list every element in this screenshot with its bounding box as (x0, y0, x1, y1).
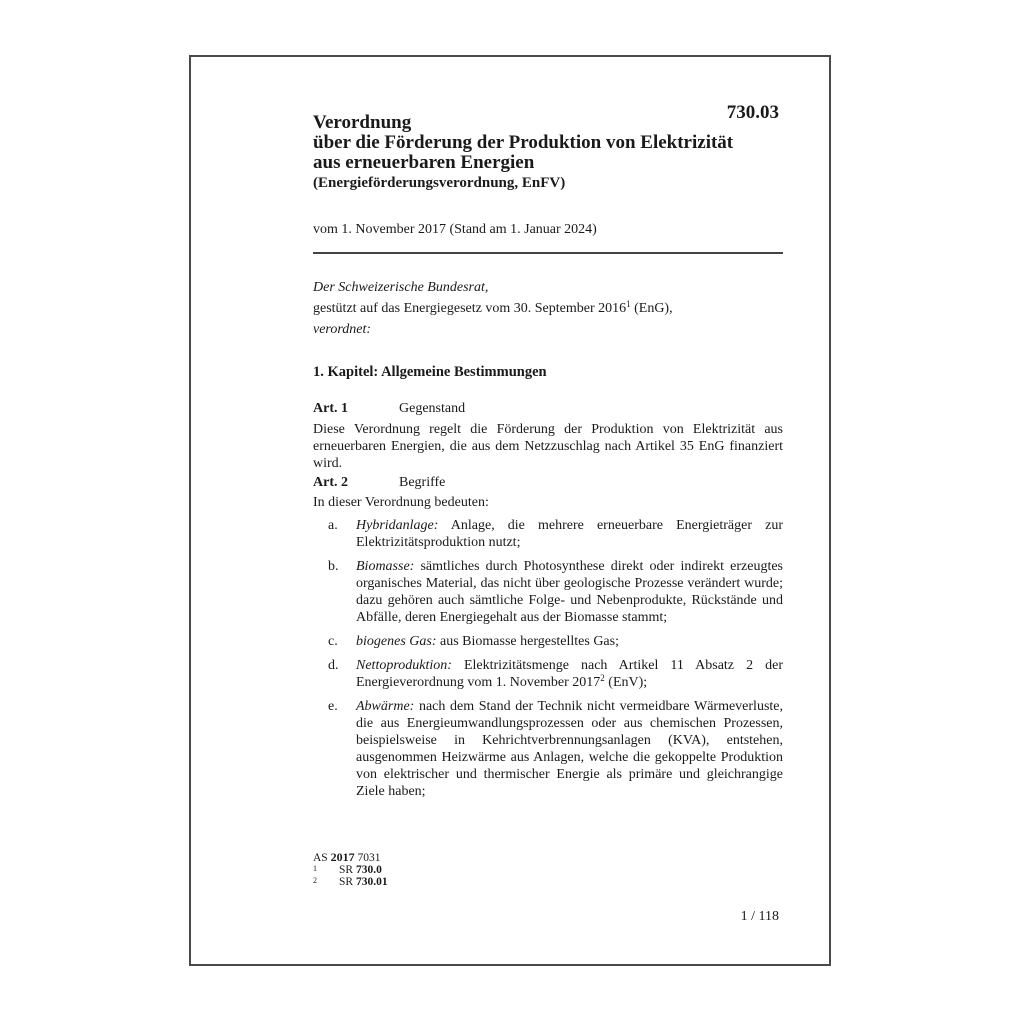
list-item (313, 633, 783, 650)
short-title: (Energieförderungsverordnung, EnFV) (313, 175, 566, 191)
definition: sämtliches durch Photosynthese direkt oder indirekt erzeugtes organisches Material, das nicht über geologische Prozesse verändert wurde; dazu gehören auch sämtliche Folge- und Nebenprodukte, Rückstände und Abfälle, deren Energiegehalt aus der Biomasse stammt; (356, 559, 783, 625)
page-indicator: 1 / 118 (740, 909, 779, 924)
article-1-body: Diese Verordnung regelt die Förderung der Produktion von Elektrizität aus erneuerbaren Energien, die aus dem Netzzuschlag nach Artikel 35 EnG finanziert wird. (313, 422, 783, 471)
footnote-number: 1 (313, 864, 317, 873)
footnote-link[interactable]: 730.0 (355, 864, 382, 876)
list-marker: a. (328, 518, 338, 533)
preamble (313, 277, 673, 340)
preamble-decree: verordnet: (313, 322, 372, 337)
list-marker: e. (328, 699, 338, 714)
list-item (313, 517, 783, 551)
official-compilation-ref (313, 850, 380, 865)
title-line: aus erneuerbaren Energien (313, 152, 535, 173)
basis-suffix: (EnG), (630, 301, 673, 316)
title-divider (313, 252, 783, 254)
footnote-prefix: SR (339, 864, 356, 876)
chapter-heading: 1. Kapitel: Allgemeine Bestimmungen (313, 364, 547, 380)
term: Hybridanlage: (356, 518, 439, 533)
list-item (313, 698, 783, 800)
footnote-link[interactable]: 730.01 (355, 876, 388, 888)
definition-suffix: (EnV); (604, 675, 648, 690)
as-year: 2017 (330, 850, 355, 864)
article-number: Art. 2 (313, 475, 348, 490)
document-title (313, 113, 733, 173)
article-number: Art. 1 (313, 401, 348, 416)
list-marker: c. (328, 634, 338, 649)
article-2-heading (313, 475, 445, 491)
footnote-number: 2 (313, 876, 317, 885)
footnote-ref-1[interactable]: 1 (626, 299, 631, 309)
footnote-1 (313, 864, 382, 876)
footnote-2 (313, 876, 388, 888)
as-prefix: AS (313, 852, 331, 864)
definition: aus Biomasse hergestelltes Gas; (436, 634, 619, 649)
preamble-basis (313, 298, 673, 319)
document-date: vom 1. November 2017 (Stand am 1. Januar 2024) (313, 222, 597, 237)
footnote-prefix: SR (339, 876, 356, 888)
definition: Elektrizitätsmenge nach Artikel 11 Absatz 2 der Energieverordnung vom 1. November 2017 (356, 658, 783, 690)
document-page (189, 55, 831, 966)
article-title: Gegenstand (399, 401, 466, 416)
term: Biomasse: (356, 559, 415, 574)
as-page: 7031 (354, 852, 381, 864)
preamble-authority: Der Schweizerische Bundesrat, (313, 280, 489, 295)
title-line: Verordnung (313, 112, 412, 133)
list-item (313, 558, 783, 626)
term: biogenes Gas: (356, 634, 437, 649)
term: Abwärme: (356, 699, 415, 714)
list-marker: b. (328, 559, 339, 574)
list-item (313, 657, 783, 691)
term: Nettoproduktion: (356, 658, 452, 673)
definition: nach dem Stand der Technik nicht vermeidbare Wärmeverluste, die aus Energieumwandlungsprozessen oder aus chemischen Prozessen, beispielsweise in Kehrichtverbrennungsanlagen (KVA), entstehen, ausgenommen Heizwärme aus Anlagen, welche die gekoppelte Produktion von elektrischer und thermischer Energie als primäre und gleichrangige Ziele haben; (356, 699, 783, 799)
article-title: Begriffe (399, 475, 446, 490)
title-line: über die Förderung der Produktion von Elektrizität (313, 132, 734, 153)
definition: Anlage, die mehrere erneuerbare Energieträger zur Elektrizitätsproduktion nutzt; (356, 518, 783, 550)
footnote-ref-2[interactable]: 2 (600, 673, 605, 683)
article-1-heading (313, 401, 465, 417)
definitions-list (313, 517, 783, 807)
article-2-intro: In dieser Verordnung bedeuten: (313, 495, 489, 510)
list-marker: d. (328, 658, 339, 673)
basis-text: gestützt auf das Energiegesetz vom 30. September 2016 (313, 301, 627, 316)
sr-number: 730.03 (726, 102, 779, 123)
